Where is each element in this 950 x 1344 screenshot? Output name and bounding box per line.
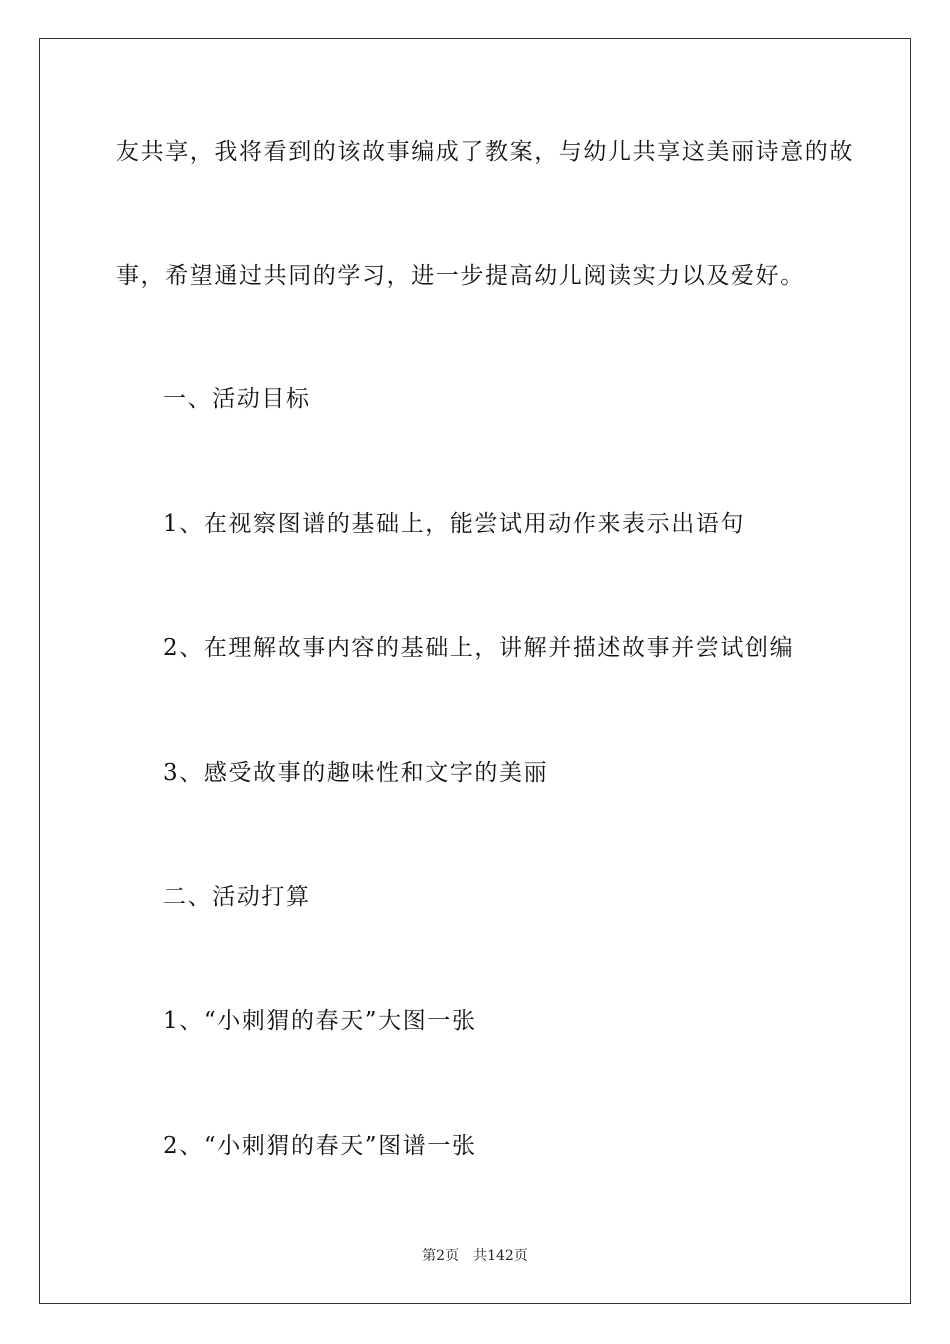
section-heading-preparation: 二、活动打算	[163, 884, 311, 910]
page-border	[39, 38, 911, 1304]
page-number: 第2页	[422, 1248, 460, 1264]
goal-item: 1、在视察图谱的基础上，能尝试用动作来表示出语句	[163, 511, 746, 537]
goal-item: 3、感受故事的趣味性和文字的美丽	[163, 760, 549, 786]
goal-item: 2、在理解故事内容的基础上，讲解并描述故事并尝试创编	[163, 635, 795, 661]
body-text-line: 事，希望通过共同的学习，进一步提高幼儿阅读实力以及爱好。	[116, 263, 805, 289]
preparation-item: 1、“小刺猬的春天”大图一张	[163, 1008, 477, 1034]
page-total: 共142页	[473, 1248, 528, 1264]
preparation-item: 2、“小刺猬的春天”图谱一张	[163, 1133, 477, 1159]
section-heading-goals: 一、活动目标	[163, 386, 311, 412]
page-footer	[0, 1247, 950, 1265]
body-text-line: 友共享，我将看到的该故事编成了教案，与幼儿共享这美丽诗意的故	[116, 139, 854, 165]
